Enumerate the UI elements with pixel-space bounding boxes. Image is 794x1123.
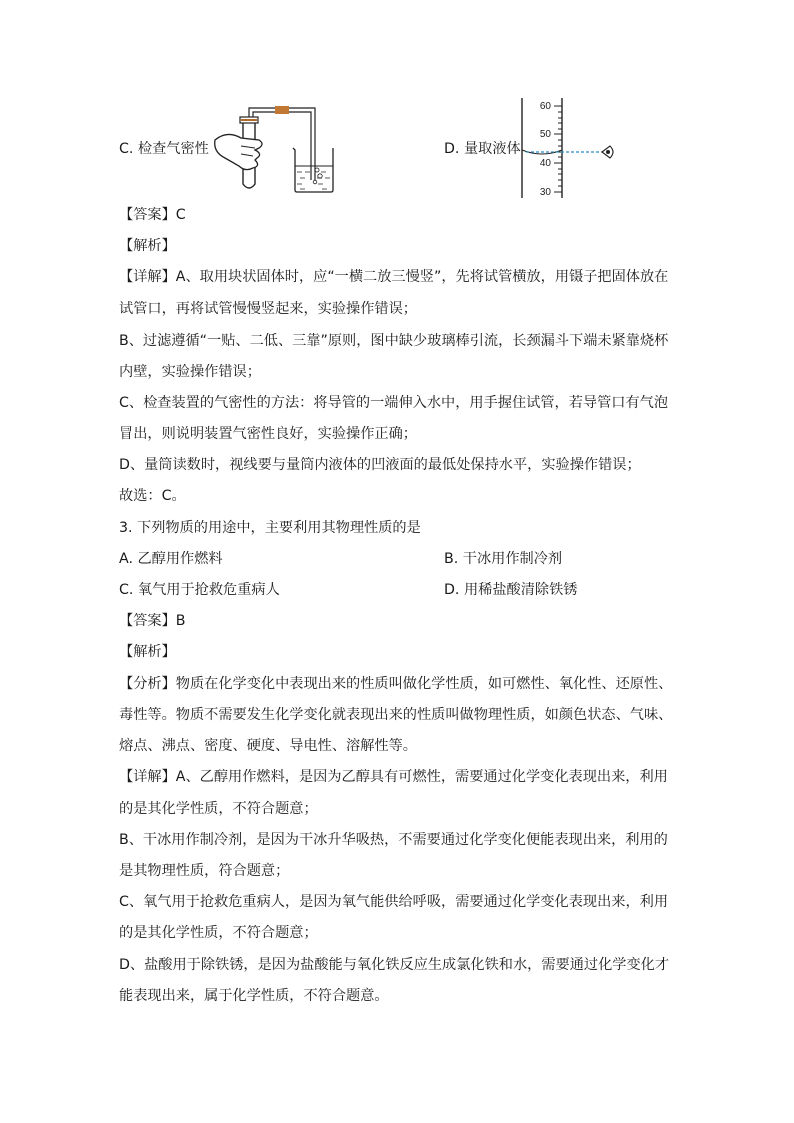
q2-line: 试管口，再将试管慢慢竖起来，实验操作错误； bbox=[119, 301, 417, 317]
q2-line: 故选：C。 bbox=[119, 488, 186, 504]
tick-30: 30 bbox=[539, 187, 551, 198]
q2-line: D、量筒读数时，视线要与量筒内液体的凹液面的最低处保持水平，实验操作错误； bbox=[119, 457, 641, 473]
tick-50: 50 bbox=[539, 129, 551, 140]
q2-line: C、检查装置的气密性的方法：将导管的一端伸入水中，用手握住试管，若导管口有气泡 bbox=[119, 395, 669, 411]
q2-line: 【详解】A、取用块状固体时，应“一横二放三慢竖”，先将试管横放，用镊子把固体放在 bbox=[119, 269, 669, 285]
q3-analysis-head: 【解析】 bbox=[119, 644, 176, 660]
measuring-cylinder-figure bbox=[518, 96, 618, 200]
q3-line: 【详解】A、乙醇用作燃料，是因为乙醇具有可燃性，需要通过化学变化表现出来，利用 bbox=[119, 769, 668, 785]
q2-line: 内壁，实验操作错误； bbox=[119, 364, 261, 380]
q3-line: B、干冰用作制冷剂，是因为干冰升华吸热，不需要通过化学变化便能表现出来，利用的 bbox=[119, 832, 668, 848]
q3-option-c: C. 氧气用于抢救危重病人 bbox=[119, 582, 280, 598]
q2-answer: 【答案】C bbox=[119, 207, 186, 223]
q3-line: D、盐酸用于除铁锈，是因为盐酸能与氧化铁反应生成氯化铁和水，需要通过化学变化才 bbox=[119, 957, 670, 973]
option-c-label: C. 检查气密性 bbox=[119, 141, 209, 157]
q3-line: 熔点、沸点、密度、硬度、导电性、溶解性等。 bbox=[119, 738, 417, 754]
q3-line: 的是其化学性质，不符合题意； bbox=[119, 801, 318, 817]
q3-question: 3. 下列物质的用途中，主要利用其物理性质的是 bbox=[119, 520, 421, 536]
q3-option-d: D. 用稀盐酸清除铁锈 bbox=[444, 582, 578, 598]
q2-line: B、过滤遵循“一贴、二低、三靠”原则，图中缺少玻璃棒引流，长颈漏斗下端未紧靠烧杯 bbox=[119, 333, 669, 349]
q3-line: 的是其化学性质，不符合题意； bbox=[119, 925, 318, 941]
tick-60: 60 bbox=[539, 101, 551, 112]
q3-line: 毒性等。物质不需要发生化学变化就表现出来的性质叫做物理性质，如颜色状态、气味、 bbox=[119, 707, 673, 723]
q3-line: C、氧气用于抢救危重病人，是因为氧气能供给呼吸，需要通过化学变化表现出来，利用 bbox=[119, 894, 669, 910]
airtightness-check-figure bbox=[205, 100, 345, 196]
q3-answer: 【答案】B bbox=[119, 613, 186, 629]
q2-analysis-head: 【解析】 bbox=[119, 238, 176, 254]
q3-line: 是其物理性质，符合题意； bbox=[119, 863, 290, 879]
q3-line: 【分析】物质在化学变化中表现出来的性质叫做化学性质，如可燃性、氧化性、还原性、 bbox=[119, 676, 673, 692]
q3-option-b: B. 干冰用作制冷剂 bbox=[444, 551, 563, 567]
q3-option-a: A. 乙醇用作燃料 bbox=[119, 551, 223, 567]
tick-40: 40 bbox=[539, 158, 551, 169]
q3-line: 能表现出来，属于化学性质，不符合题意。 bbox=[119, 988, 389, 1004]
q2-line: 冒出，则说明装置气密性良好，实验操作正确； bbox=[119, 426, 417, 442]
option-d-label: D. 量取液体 bbox=[444, 141, 521, 157]
